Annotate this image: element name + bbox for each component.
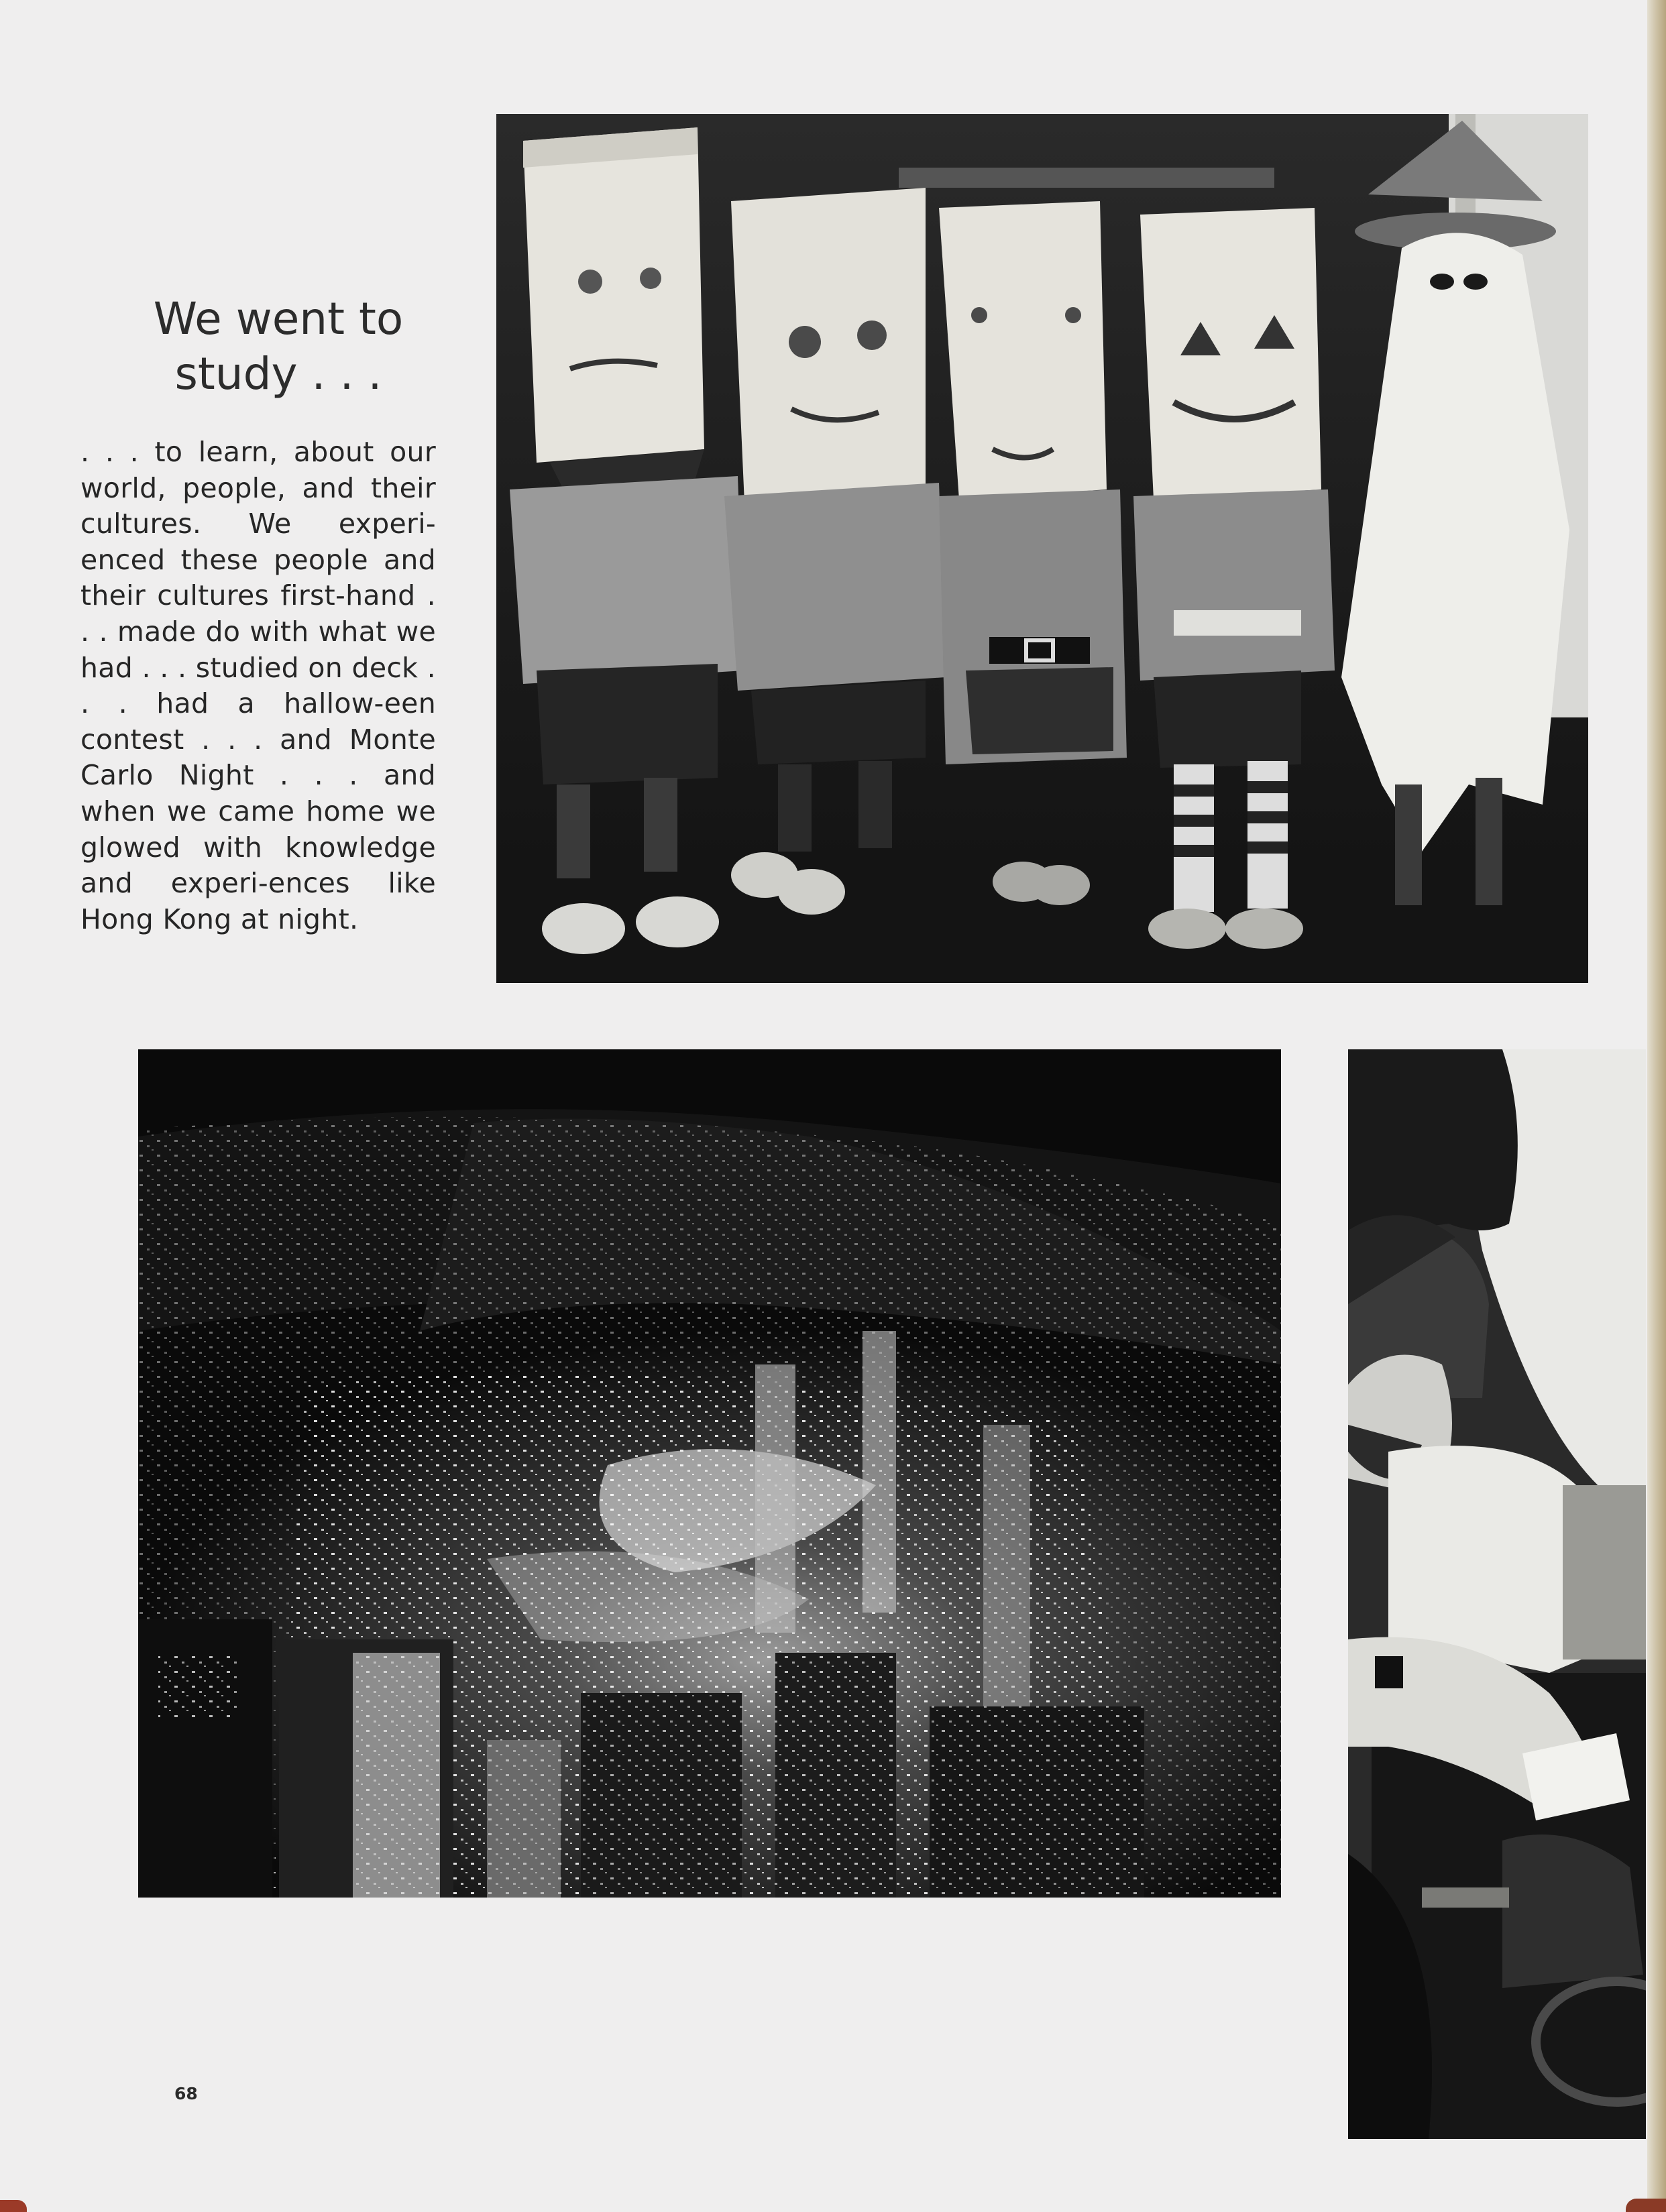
body-text: . . . to learn, about our world, people, and their cultures. We experi-enced these people and their cultures first-hand . . . made do with what we had . . . studied on deck . . . had a hallow-een contest . . . and Monte Carlo Night . . . and when we came home we glowed with knowledge and experi-ences like Hong Kong at night. bbox=[80, 436, 436, 935]
monte-carlo-night-photo bbox=[1348, 1049, 1646, 2139]
hong-kong-night-photo bbox=[138, 1049, 1281, 1898]
page-number: 68 bbox=[174, 2084, 198, 2103]
halloween-costumes-photo bbox=[496, 114, 1588, 983]
page-heading: We went to study . . . bbox=[153, 293, 404, 400]
page-corner bbox=[0, 2200, 27, 2212]
page-edge bbox=[1647, 0, 1666, 2212]
page-corner bbox=[1626, 2199, 1666, 2212]
